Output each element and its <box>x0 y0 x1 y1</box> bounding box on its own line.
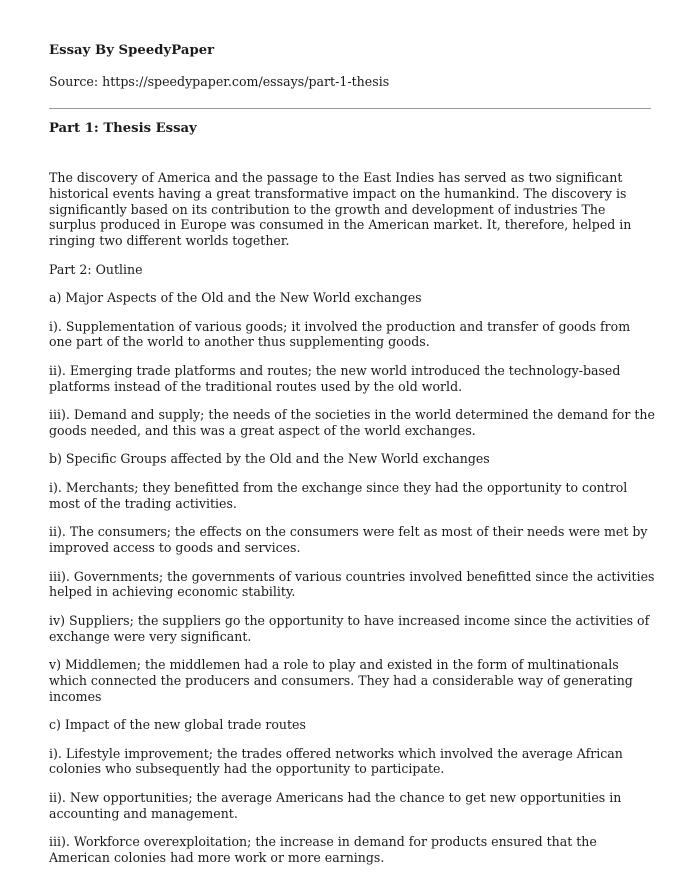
outline-item: v) Middlemen; the middlemen had a role to play and existed in the form of multinationals which connected the producers and consumers. They had a considerable way of generating incomes <box>49 657 633 704</box>
outline-section-c: c) Impact of the new global trade routes <box>49 717 306 733</box>
essay-body <box>49 170 656 879</box>
section-title: Part 1: Thesis Essay <box>49 121 197 136</box>
source-line: Source: https://speedypaper.com/essays/part-1-thesis <box>49 74 390 89</box>
outline-item: iii). Governments; the governments of various countries involved benefitted since the activities helped in achieving economic stability. <box>49 568 655 600</box>
outline-item: i). Merchants; they benefitted from the exchange since they had the opportunity to control most of the trading activities. <box>49 479 628 511</box>
intro-paragraph: The discovery of America and the passage to the East Indies has served as two significant historical events having a great transformative impact on the humankind. The discovery is significantly based on its contribution to the growth and development of industries The surplus produced in Europe was consumed in the American market. It, therefore, helped in ringing two different worlds together. <box>49 170 632 249</box>
outline-item: ii). Emerging trade platforms and routes; the new world introduced the technology-based platforms instead of the traditional routes used by the old world. <box>49 362 621 394</box>
outline-item: iv) Suppliers; the suppliers go the opportunity to have increased income since the activities of exchange were very significant. <box>49 612 650 644</box>
outline-item: i). Lifestyle improvement; the trades offered networks which involved the average African colonies who subsequently had the opportunity to participate. <box>49 745 623 777</box>
outline-item: ii). The consumers; the effects on the consumers were felt as most of their needs were met by improved access to goods and services. <box>49 524 648 556</box>
document-title: Essay By SpeedyPaper <box>49 43 215 58</box>
outline-item: i). Supplementation of various goods; it involved the production and transfer of goods from one part of the world to another thus supplementing goods. <box>49 318 631 350</box>
outline-section-b: b) Specific Groups affected by the Old and the New World exchanges <box>49 451 490 467</box>
outline-item: ii). New opportunities; the average Americans had the chance to get new opportunities in accounting and management. <box>49 789 622 821</box>
outline-heading: Part 2: Outline <box>49 261 143 277</box>
header-divider <box>49 108 651 109</box>
outline-section-a: a) Major Aspects of the Old and the New World exchanges <box>49 290 422 306</box>
outline-item: iii). Demand and supply; the needs of the societies in the world determined the demand for the goods needed, and this was a great aspect of the world exchanges. <box>49 407 655 438</box>
outline-item: iii). Workforce overexploitation; the increase in demand for products ensured that the American colonies had more work or more earnings. <box>49 834 597 866</box>
